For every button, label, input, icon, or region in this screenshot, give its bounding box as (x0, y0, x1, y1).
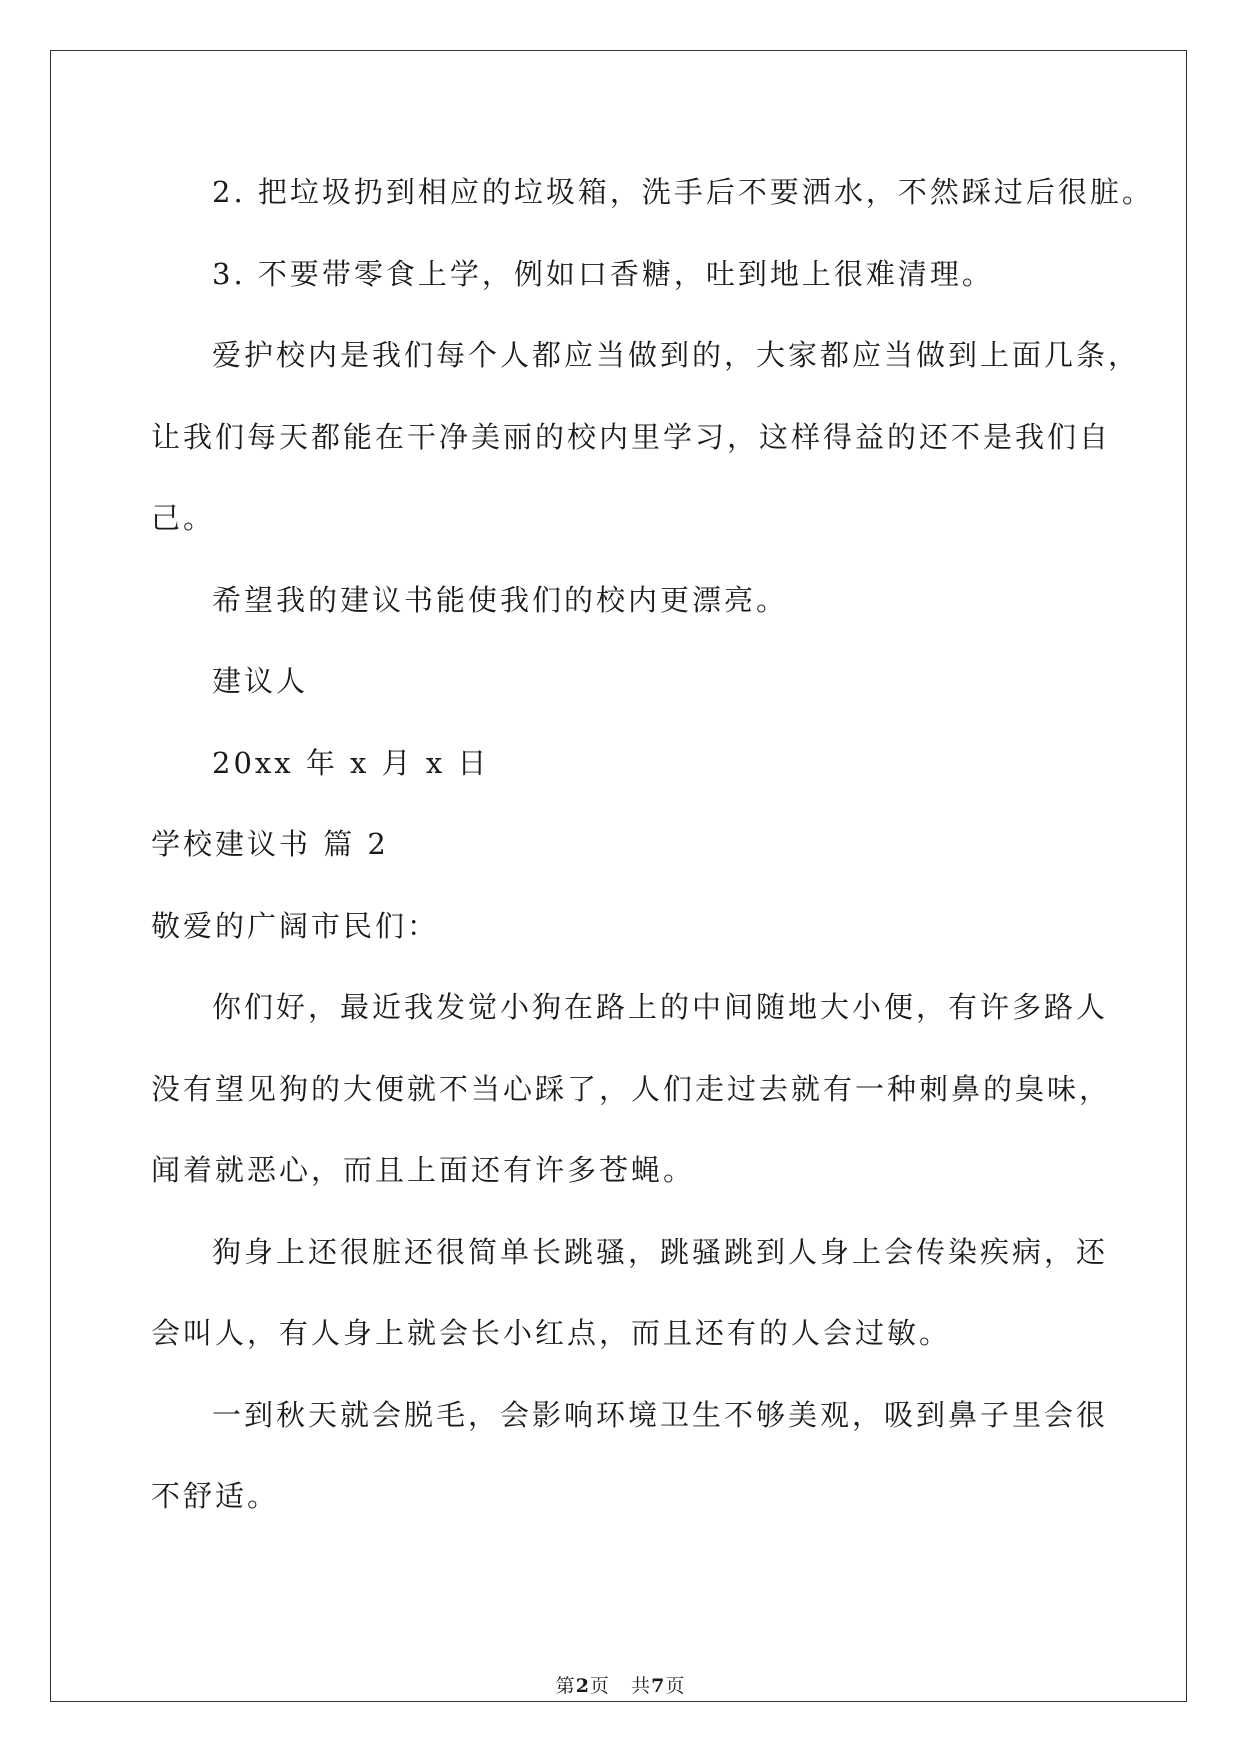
paragraph-line: 不舒适。 (151, 1479, 280, 1513)
date-line: 20xx 年 x 月 x 日 (212, 746, 490, 780)
section-heading: 学校建议书 篇 2 (151, 827, 389, 861)
signature-label: 建议人 (212, 664, 309, 698)
page-suffix: 页 (589, 1675, 610, 1697)
total-suffix: 页 (665, 1675, 686, 1697)
paragraph-line: 己。 (151, 501, 216, 535)
total-pages: 7 (651, 1675, 666, 1697)
paragraph-line: 让我们每天都能在干净美丽的校内里学习，这样得益的还不是我们自 (151, 420, 1112, 454)
page-frame (50, 50, 1187, 1702)
paragraph-line: 没有望见狗的大便就不当心踩了，人们走过去就有一种刺鼻的臭味， (151, 1072, 1112, 1106)
page-footer (0, 1673, 1241, 1699)
list-item-2: 2. 把垃圾扔到相应的垃圾箱，洗手后不要洒水，不然踩过后很脏。 (212, 175, 1154, 209)
paragraph-line: 会叫人，有人身上就会长小红点，而且还有的人会过敏。 (151, 1316, 952, 1350)
paragraph-line: 一到秋天就会脱毛，会影响环境卫生不够美观，吸到鼻子里会很 (212, 1398, 1109, 1432)
paragraph-line: 闻着就恶心，而且上面还有许多苍蝇。 (151, 1153, 696, 1187)
paragraph-line: 狗身上还很脏还很简单长跳骚，跳骚跳到人身上会传染疾病，还 (212, 1235, 1109, 1269)
salutation: 敬爱的广阔市民们： (151, 909, 440, 943)
paragraph-line: 希望我的建议书能使我们的校内更漂亮。 (212, 583, 789, 617)
total-prefix: 共 (631, 1675, 652, 1697)
page-number: 2 (575, 1675, 590, 1697)
paragraph-line: 爱护校内是我们每个人都应当做到的，大家都应当做到上面几条， (212, 338, 1141, 372)
list-item-3: 3. 不要带零食上学，例如口香糖，吐到地上很难清理。 (212, 257, 994, 291)
page-prefix: 第 (555, 1675, 576, 1697)
paragraph-line: 你们好，最近我发觉小狗在路上的中间随地大小便，有许多路人 (212, 990, 1109, 1024)
